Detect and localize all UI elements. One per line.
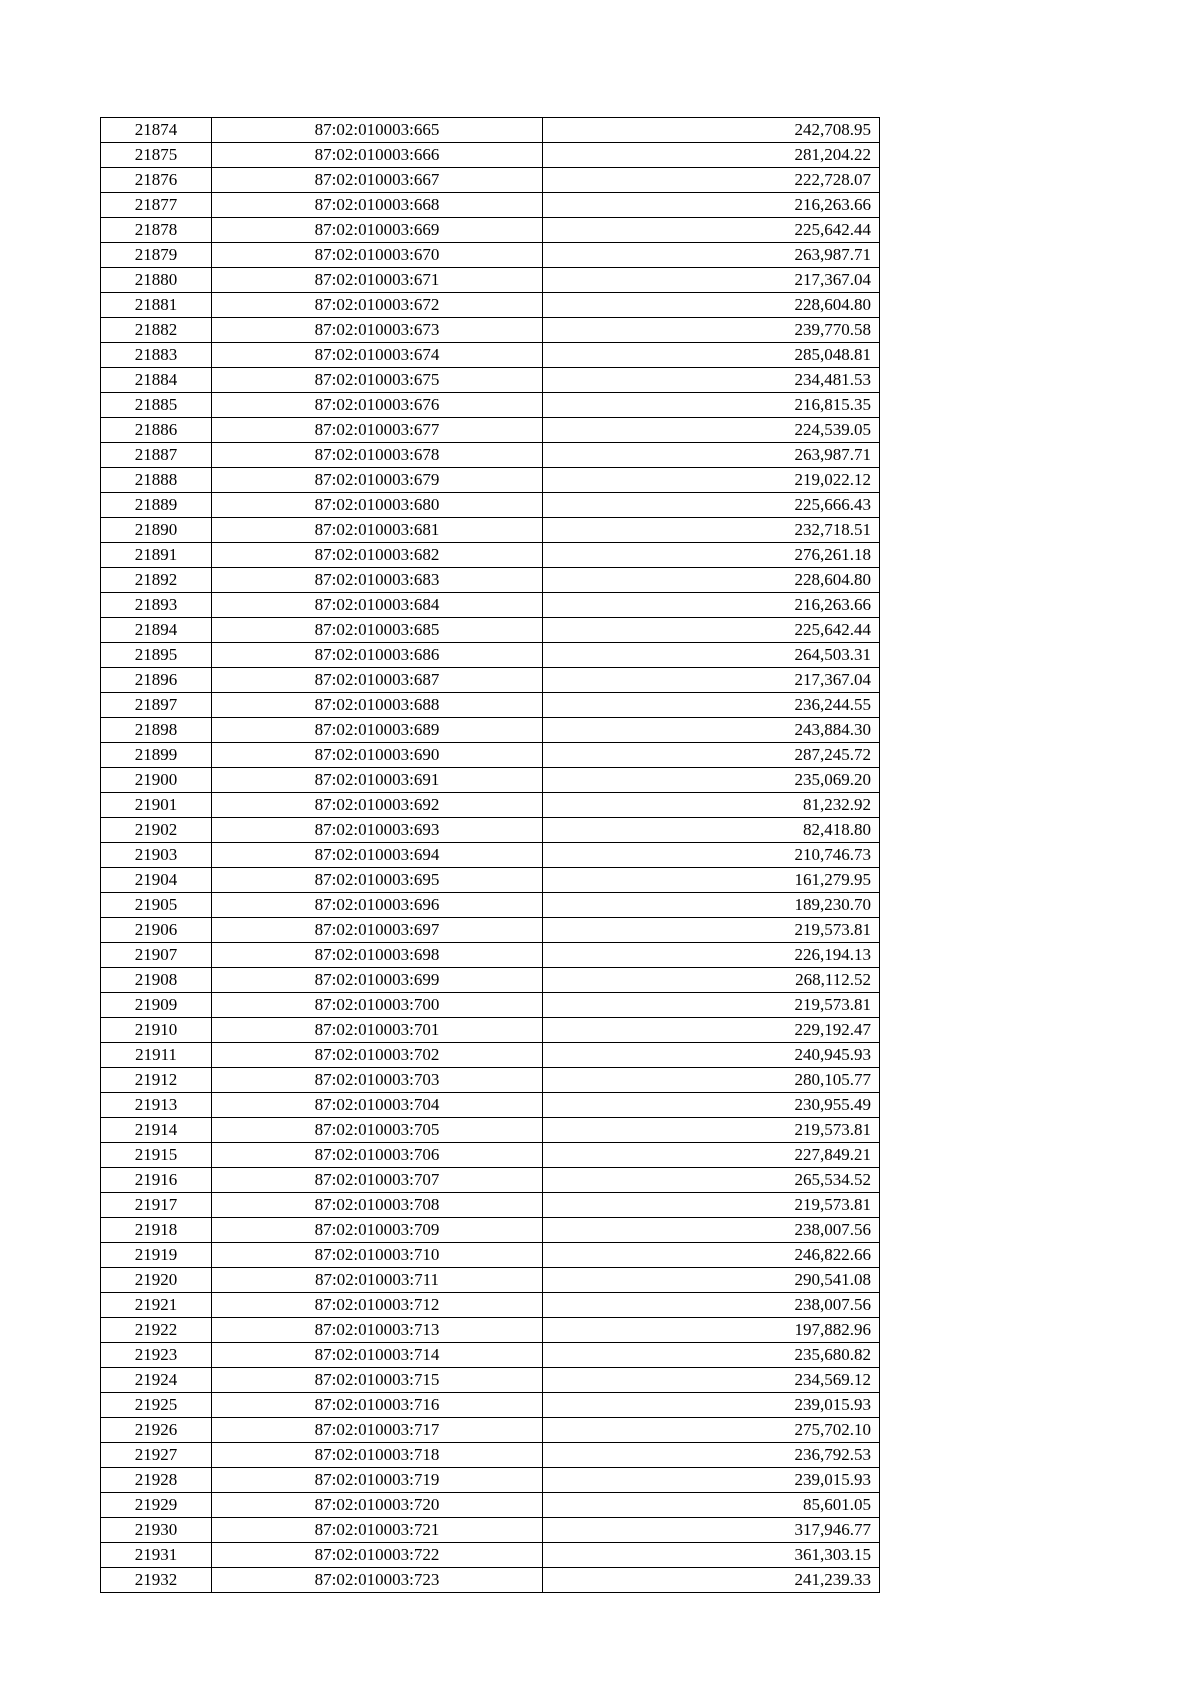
cadastral-value-cell: 235,680.82 [543,1343,880,1368]
cadastral-number-cell: 87:02:010003:683 [212,568,543,593]
cadastral-number-cell: 87:02:010003:704 [212,1093,543,1118]
cadastral-value-cell: 238,007.56 [543,1218,880,1243]
row-number-cell: 21905 [101,893,212,918]
cadastral-value-cell: 216,263.66 [543,193,880,218]
cadastral-value-cell: 224,539.05 [543,418,880,443]
table-row [101,1468,880,1493]
cadastral-number-cell: 87:02:010003:711 [212,1268,543,1293]
cadastral-number-cell: 87:02:010003:694 [212,843,543,868]
cadastral-number-cell: 87:02:010003:689 [212,718,543,743]
cadastral-value-cell: 216,815.35 [543,393,880,418]
table-row [101,368,880,393]
row-number-cell: 21930 [101,1518,212,1543]
cadastral-value-cell: 268,112.52 [543,968,880,993]
cadastral-value-cell: 216,263.66 [543,593,880,618]
cadastral-value-cell: 264,503.31 [543,643,880,668]
table-row [101,793,880,818]
table-row [101,1243,880,1268]
cadastral-number-cell: 87:02:010003:712 [212,1293,543,1318]
row-number-cell: 21913 [101,1093,212,1118]
row-number-cell: 21891 [101,543,212,568]
table-row [101,1368,880,1393]
row-number-cell: 21927 [101,1443,212,1468]
cadastral-number-cell: 87:02:010003:723 [212,1568,543,1593]
table-row [101,143,880,168]
cadastral-number-cell: 87:02:010003:709 [212,1218,543,1243]
table-row [101,318,880,343]
table-row [101,868,880,893]
cadastral-number-cell: 87:02:010003:681 [212,518,543,543]
table-row [101,493,880,518]
cadastral-number-cell: 87:02:010003:722 [212,1543,543,1568]
row-number-cell: 21899 [101,743,212,768]
cadastral-value-cell: 239,015.93 [543,1393,880,1418]
row-number-cell: 21875 [101,143,212,168]
table-row [101,1343,880,1368]
row-number-cell: 21919 [101,1243,212,1268]
table-row [101,518,880,543]
row-number-cell: 21897 [101,693,212,718]
cadastral-number-cell: 87:02:010003:697 [212,918,543,943]
cadastral-number-cell: 87:02:010003:671 [212,268,543,293]
table-row [101,643,880,668]
cadastral-value-cell: 210,746.73 [543,843,880,868]
cadastral-value-cell: 276,261.18 [543,543,880,568]
row-number-cell: 21876 [101,168,212,193]
cadastral-value-cell: 219,573.81 [543,1193,880,1218]
row-number-cell: 21877 [101,193,212,218]
cadastral-number-cell: 87:02:010003:678 [212,443,543,468]
table-row [101,1318,880,1343]
table-row [101,1543,880,1568]
cadastral-value-cell: 263,987.71 [543,243,880,268]
table-row [101,618,880,643]
cadastral-value-cell: 219,573.81 [543,993,880,1018]
cadastral-value-cell: 217,367.04 [543,668,880,693]
row-number-cell: 21881 [101,293,212,318]
cadastral-value-cell: 219,573.81 [543,918,880,943]
row-number-cell: 21932 [101,1568,212,1593]
row-number-cell: 21904 [101,868,212,893]
row-number-cell: 21916 [101,1168,212,1193]
table-row [101,718,880,743]
cadastral-value-cell: 228,604.80 [543,293,880,318]
cadastral-number-cell: 87:02:010003:706 [212,1143,543,1168]
row-number-cell: 21922 [101,1318,212,1343]
cadastral-value-cell: 225,642.44 [543,218,880,243]
cadastral-value-cell: 246,822.66 [543,1243,880,1268]
row-number-cell: 21900 [101,768,212,793]
cadastral-value-cell: 239,770.58 [543,318,880,343]
cadastral-number-cell: 87:02:010003:688 [212,693,543,718]
cadastral-number-cell: 87:02:010003:686 [212,643,543,668]
cadastral-value-cell: 243,884.30 [543,718,880,743]
cadastral-value-cell: 285,048.81 [543,343,880,368]
row-number-cell: 21902 [101,818,212,843]
cadastral-value-cell: 241,239.33 [543,1568,880,1593]
table-row [101,843,880,868]
cadastral-number-cell: 87:02:010003:676 [212,393,543,418]
cadastral-value-cell: 225,666.43 [543,493,880,518]
table-row [101,1493,880,1518]
cadastral-value-cell: 217,367.04 [543,268,880,293]
cadastral-number-cell: 87:02:010003:691 [212,768,543,793]
cadastral-value-cell: 232,718.51 [543,518,880,543]
row-number-cell: 21923 [101,1343,212,1368]
cadastral-number-cell: 87:02:010003:721 [212,1518,543,1543]
cadastral-value-cell: 263,987.71 [543,443,880,468]
row-number-cell: 21903 [101,843,212,868]
table-row [101,193,880,218]
row-number-cell: 21879 [101,243,212,268]
cadastral-number-cell: 87:02:010003:716 [212,1393,543,1418]
table-row [101,668,880,693]
table-row [101,168,880,193]
cadastral-number-cell: 87:02:010003:675 [212,368,543,393]
cadastral-number-cell: 87:02:010003:698 [212,943,543,968]
cadastral-value-cell: 239,015.93 [543,1468,880,1493]
cadastral-value-cell: 238,007.56 [543,1293,880,1318]
row-number-cell: 21917 [101,1193,212,1218]
cadastral-value-cell: 275,702.10 [543,1418,880,1443]
row-number-cell: 21908 [101,968,212,993]
row-number-cell: 21890 [101,518,212,543]
table-row [101,468,880,493]
table-row [101,993,880,1018]
cadastral-value-cell: 265,534.52 [543,1168,880,1193]
row-number-cell: 21924 [101,1368,212,1393]
table-body [101,118,880,1593]
cadastral-number-cell: 87:02:010003:720 [212,1493,543,1518]
row-number-cell: 21909 [101,993,212,1018]
row-number-cell: 21907 [101,943,212,968]
cadastral-number-cell: 87:02:010003:672 [212,293,543,318]
table-row [101,118,880,143]
cadastral-number-cell: 87:02:010003:703 [212,1068,543,1093]
cadastral-value-cell: 236,792.53 [543,1443,880,1468]
table-row [101,1568,880,1593]
row-number-cell: 21887 [101,443,212,468]
cadastral-number-cell: 87:02:010003:714 [212,1343,543,1368]
row-number-cell: 21894 [101,618,212,643]
cadastral-number-cell: 87:02:010003:710 [212,1243,543,1268]
cadastral-value-cell: 228,604.80 [543,568,880,593]
cadastral-value-cell: 226,194.13 [543,943,880,968]
cadastral-value-cell: 229,192.47 [543,1018,880,1043]
table-row [101,443,880,468]
cadastral-number-cell: 87:02:010003:674 [212,343,543,368]
cadastral-number-cell: 87:02:010003:707 [212,1168,543,1193]
cadastral-value-cell: 227,849.21 [543,1143,880,1168]
cadastral-value-cell: 225,642.44 [543,618,880,643]
table-row [101,393,880,418]
row-number-cell: 21920 [101,1268,212,1293]
row-number-cell: 21884 [101,368,212,393]
table-row [101,543,880,568]
row-number-cell: 21931 [101,1543,212,1568]
cadastral-value-cell: 240,945.93 [543,1043,880,1068]
cadastral-number-cell: 87:02:010003:699 [212,968,543,993]
table-row [101,568,880,593]
table-row [101,1043,880,1068]
cadastral-number-cell: 87:02:010003:687 [212,668,543,693]
cadastral-number-cell: 87:02:010003:701 [212,1018,543,1043]
cadastral-number-cell: 87:02:010003:705 [212,1118,543,1143]
table-row [101,1068,880,1093]
cadastral-number-cell: 87:02:010003:696 [212,893,543,918]
cadastral-value-cell: 161,279.95 [543,868,880,893]
row-number-cell: 21925 [101,1393,212,1418]
cadastral-value-cell: 242,708.95 [543,118,880,143]
row-number-cell: 21874 [101,118,212,143]
cadastral-number-cell: 87:02:010003:690 [212,743,543,768]
table-row [101,1418,880,1443]
row-number-cell: 21893 [101,593,212,618]
row-number-cell: 21892 [101,568,212,593]
cadastral-number-cell: 87:02:010003:673 [212,318,543,343]
table-row [101,893,880,918]
row-number-cell: 21882 [101,318,212,343]
table-row [101,1118,880,1143]
table-row [101,1218,880,1243]
row-number-cell: 21926 [101,1418,212,1443]
table-row [101,268,880,293]
row-number-cell: 21918 [101,1218,212,1243]
cadastral-value-cell: 82,418.80 [543,818,880,843]
table-row [101,1018,880,1043]
cadastral-value-table [100,117,880,1593]
cadastral-number-cell: 87:02:010003:679 [212,468,543,493]
cadastral-number-cell: 87:02:010003:667 [212,168,543,193]
cadastral-number-cell: 87:02:010003:718 [212,1443,543,1468]
cadastral-value-cell: 317,946.77 [543,1518,880,1543]
row-number-cell: 21878 [101,218,212,243]
cadastral-value-cell: 219,022.12 [543,468,880,493]
row-number-cell: 21910 [101,1018,212,1043]
cadastral-value-cell: 290,541.08 [543,1268,880,1293]
cadastral-number-cell: 87:02:010003:708 [212,1193,543,1218]
row-number-cell: 21906 [101,918,212,943]
table-row [101,1268,880,1293]
table-row [101,418,880,443]
cadastral-value-cell: 230,955.49 [543,1093,880,1118]
table-row [101,943,880,968]
table-row [101,743,880,768]
row-number-cell: 21889 [101,493,212,518]
table-row [101,293,880,318]
row-number-cell: 21911 [101,1043,212,1068]
table-row [101,1518,880,1543]
cadastral-number-cell: 87:02:010003:666 [212,143,543,168]
table-row [101,1293,880,1318]
cadastral-number-cell: 87:02:010003:713 [212,1318,543,1343]
table-row [101,768,880,793]
cadastral-number-cell: 87:02:010003:682 [212,543,543,568]
table-row [101,918,880,943]
table-row [101,1143,880,1168]
row-number-cell: 21929 [101,1493,212,1518]
cadastral-value-cell: 280,105.77 [543,1068,880,1093]
row-number-cell: 21883 [101,343,212,368]
cadastral-number-cell: 87:02:010003:670 [212,243,543,268]
cadastral-number-cell: 87:02:010003:669 [212,218,543,243]
cadastral-number-cell: 87:02:010003:700 [212,993,543,1018]
cadastral-value-cell: 81,232.92 [543,793,880,818]
cadastral-number-cell: 87:02:010003:702 [212,1043,543,1068]
cadastral-number-cell: 87:02:010003:695 [212,868,543,893]
cadastral-value-cell: 236,244.55 [543,693,880,718]
cadastral-number-cell: 87:02:010003:693 [212,818,543,843]
table-row [101,243,880,268]
table-row [101,343,880,368]
cadastral-number-cell: 87:02:010003:685 [212,618,543,643]
cadastral-number-cell: 87:02:010003:717 [212,1418,543,1443]
cadastral-number-cell: 87:02:010003:668 [212,193,543,218]
table-row [101,968,880,993]
cadastral-number-cell: 87:02:010003:665 [212,118,543,143]
cadastral-number-cell: 87:02:010003:719 [212,1468,543,1493]
row-number-cell: 21895 [101,643,212,668]
table-row [101,218,880,243]
row-number-cell: 21898 [101,718,212,743]
cadastral-number-cell: 87:02:010003:692 [212,793,543,818]
row-number-cell: 21888 [101,468,212,493]
row-number-cell: 21886 [101,418,212,443]
row-number-cell: 21921 [101,1293,212,1318]
cadastral-number-cell: 87:02:010003:677 [212,418,543,443]
table-row [101,1168,880,1193]
cadastral-number-cell: 87:02:010003:680 [212,493,543,518]
table-row [101,818,880,843]
cadastral-value-cell: 219,573.81 [543,1118,880,1143]
row-number-cell: 21915 [101,1143,212,1168]
cadastral-value-cell: 281,204.22 [543,143,880,168]
row-number-cell: 21928 [101,1468,212,1493]
table-row [101,593,880,618]
row-number-cell: 21901 [101,793,212,818]
cadastral-value-cell: 85,601.05 [543,1493,880,1518]
cadastral-value-cell: 287,245.72 [543,743,880,768]
table-row [101,1093,880,1118]
cadastral-value-cell: 222,728.07 [543,168,880,193]
cadastral-value-cell: 197,882.96 [543,1318,880,1343]
cadastral-value-cell: 234,481.53 [543,368,880,393]
cadastral-value-cell: 235,069.20 [543,768,880,793]
cadastral-value-cell: 189,230.70 [543,893,880,918]
row-number-cell: 21912 [101,1068,212,1093]
cadastral-value-cell: 361,303.15 [543,1543,880,1568]
row-number-cell: 21880 [101,268,212,293]
row-number-cell: 21914 [101,1118,212,1143]
cadastral-value-cell: 234,569.12 [543,1368,880,1393]
row-number-cell: 21885 [101,393,212,418]
table-row [101,1443,880,1468]
table-row [101,1193,880,1218]
cadastral-number-cell: 87:02:010003:715 [212,1368,543,1393]
cadastral-number-cell: 87:02:010003:684 [212,593,543,618]
row-number-cell: 21896 [101,668,212,693]
table-row [101,1393,880,1418]
table-row [101,693,880,718]
